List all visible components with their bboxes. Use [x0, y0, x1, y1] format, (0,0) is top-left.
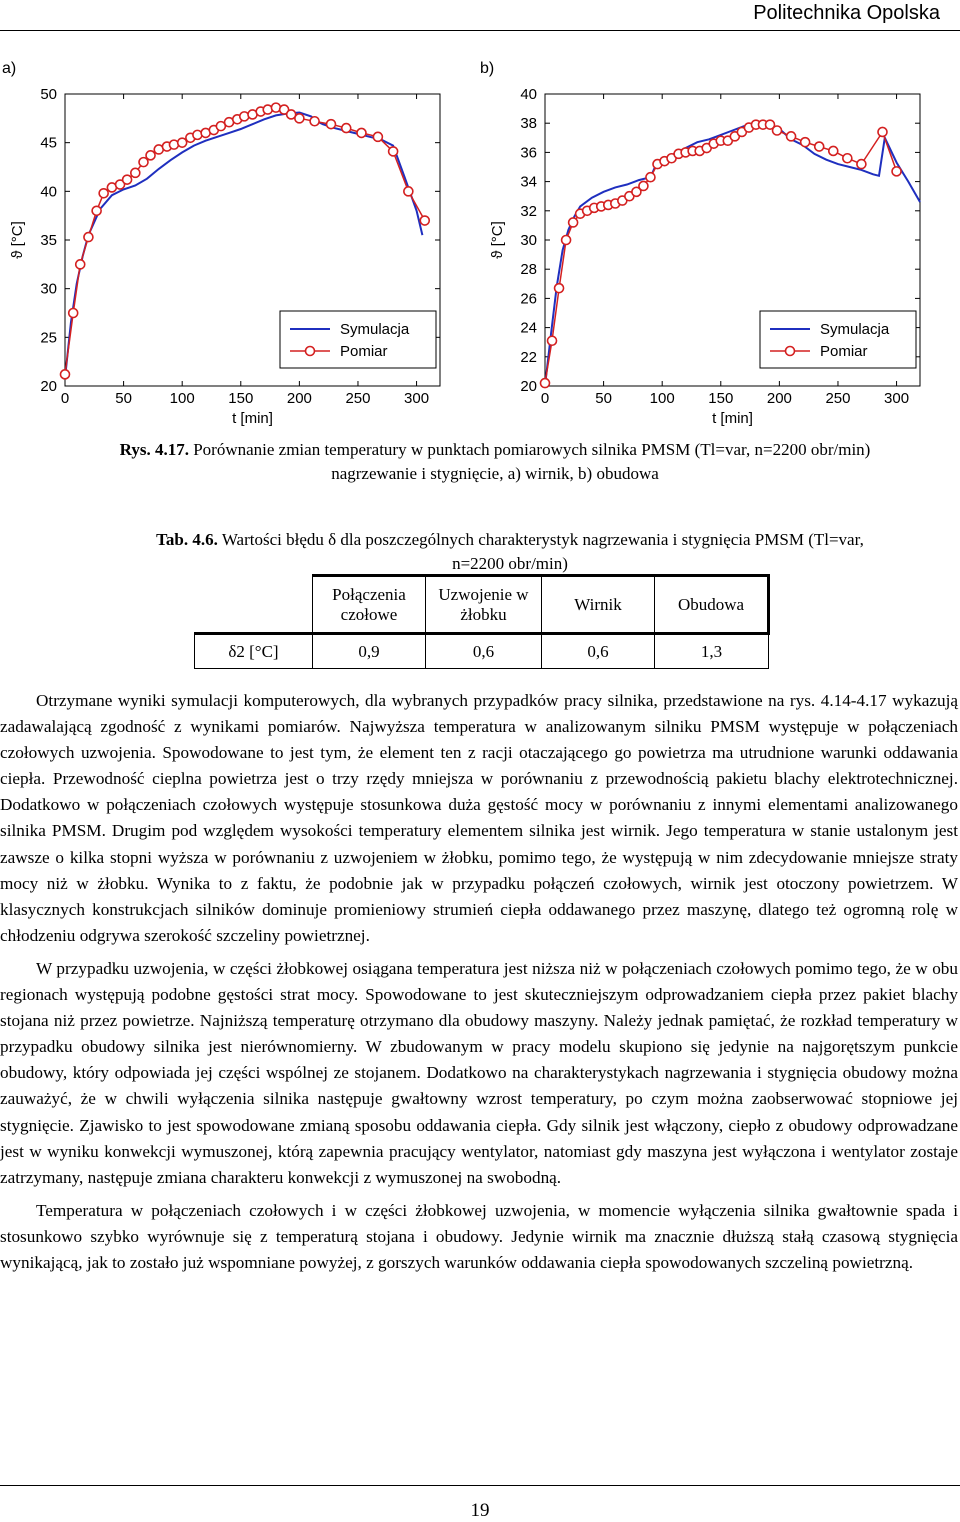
body-text: [0, 688, 958, 1283]
x-tick-label: 200: [286, 390, 312, 407]
table-row: [195, 634, 769, 669]
y-tick-label: 45: [40, 134, 57, 152]
x-tick-label: 50: [595, 390, 612, 407]
data-point: [92, 206, 101, 215]
figure-caption-label: Rys. 4.17.: [119, 440, 189, 459]
x-tick-label: 100: [649, 390, 675, 407]
y-tick-label: 40: [40, 183, 57, 201]
data-point: [773, 126, 782, 135]
legend-label: Pomiar: [340, 343, 388, 360]
table-cell: 0,6: [542, 634, 655, 669]
table-header-cell: Połączenia czołowe: [313, 576, 426, 634]
data-point: [562, 236, 571, 245]
y-tick-label: 26: [520, 290, 537, 308]
chart-rotor-temperature: [0, 56, 470, 436]
data-point: [555, 284, 564, 293]
y-tick-label: 50: [40, 86, 57, 103]
x-tick-label: 0: [60, 390, 70, 407]
data-point: [843, 154, 852, 163]
data-point: [801, 138, 810, 147]
data-point: [76, 260, 85, 269]
table-header-row: [195, 576, 769, 634]
paragraph: Temperatura w połączeniach czołowych i w części żłobkowej uzwojenia, w momencie wyłączenia silnika gwałtownie spada i stosunkowo szybko wyrównuje się z temperaturą stojana i obudowy. Jedynie wirnik ma znacznie dłuższą stałą czasową stygnięcia wynikającą, jak to zostało już wspomniane powyżej, z gorszych warunków oddawania ciepła spowodowanych szczeliną powietrzną.: [0, 1200, 958, 1272]
table-caption: [150, 528, 870, 576]
x-tick-label: 150: [708, 390, 734, 407]
data-point: [857, 160, 866, 169]
y-tick-label: 20: [520, 378, 537, 395]
data-point: [178, 138, 187, 147]
data-point: [310, 117, 319, 126]
data-point: [69, 309, 78, 318]
data-point: [61, 370, 70, 379]
figure-caption-text: Porównanie zmian temperatury w punktach pomiarowych silnika PMSM (Tl=var, n=2200 obr/min) nagrzewanie i stygnięcie, a) wirnik, b) obudowa: [193, 440, 871, 483]
x-tick-label: 200: [766, 390, 792, 407]
data-point: [420, 216, 429, 225]
running-header: [0, 0, 940, 30]
y-tick-label: 40: [520, 86, 537, 103]
legend-marker: [306, 347, 315, 356]
y-tick-label: 36: [520, 144, 537, 162]
data-point: [541, 379, 550, 388]
x-tick-label: 300: [404, 390, 430, 407]
data-point: [646, 173, 655, 182]
data-point: [146, 151, 155, 160]
header-institution: Politechnika Opolska: [753, 2, 940, 24]
legend-marker: [786, 347, 795, 356]
footer-rule: [0, 1485, 960, 1486]
legend-label: Symulacja: [340, 321, 410, 338]
data-point: [389, 147, 398, 156]
data-point: [829, 146, 838, 155]
y-tick-label: 35: [40, 232, 57, 249]
y-axis-label: ϑ [°C]: [489, 221, 506, 259]
table-header-cell: Obudowa: [655, 576, 769, 634]
data-point: [123, 175, 132, 184]
data-point: [139, 158, 148, 167]
data-point: [548, 336, 557, 345]
y-tick-label: 24: [520, 319, 537, 337]
y-tick-label: 30: [40, 280, 57, 298]
y-tick-label: 25: [40, 329, 57, 347]
table-caption-label: Tab. 4.6.: [156, 530, 218, 549]
table-cell: 0,9: [313, 634, 426, 669]
y-tick-label: 32: [520, 202, 537, 220]
x-tick-label: 0: [540, 390, 550, 407]
table-cell: 1,3: [655, 634, 769, 669]
x-tick-label: 50: [115, 390, 132, 407]
data-point: [373, 132, 382, 141]
y-tick-label: 22: [520, 348, 537, 366]
panel-b-label: b): [480, 60, 495, 77]
table-corner-cell: [195, 576, 313, 634]
legend-label: Pomiar: [820, 343, 868, 360]
error-table: [194, 574, 770, 669]
data-point: [295, 114, 304, 123]
x-tick-label: 250: [825, 390, 851, 407]
data-point: [84, 233, 93, 242]
data-point: [639, 181, 648, 190]
x-axis-label: t [min]: [712, 410, 753, 427]
paragraph: Otrzymane wyniki symulacji komputerowych, dla wybranych przypadków pracy silnika, przedstawione na rys. 4.14-4.17 wykazują zadawalającą zgodność z wynikami pomiarów. Najwyższa temperatura w analizowanym silniku PMSM występuje w połączeniach czołowych uzwojenia. Spowodowane to jest tym, że element ten z racji otaczającego go powietrza ma utrudnione warunki oddawania ciepła. Przewodność cieplna powietrza jest o trzy rzędy mniejsza w porównaniu z przewodnością pakietu blachy elektrotechnicznej. Dodatkowo w połączeniach czołowych występuje stosunkowa duża gęstość mocy w porównaniu z innymi elementami analizowanego silnika PMSM. Drugim pod względem wysokości temperatury elementem silnika jest wirnik. Jego temperatura w stanie ustalonym jest zawsze o kilka stopni wyższa w porównaniu z uzwojeniem w żłobku, pomimo tego, że występują w nim zdecydowanie mniejsze straty mocy niż w żłobku. Wynika to z faktu, że podobnie jak w przypadku połączeń czołowych, wirnik jest otoczony powietrzem. W klasycznych konstrukcjach silników dominuje promieniowy strumień ciepła oddawanego przez maszynę, dlatego też ogromną rolę w chłodzeniu odgrywa szerokość szczeliny powietrznej.: [0, 691, 958, 945]
chart-housing-temperature: [480, 56, 950, 436]
data-point: [327, 120, 336, 129]
data-point: [787, 132, 796, 141]
table-row-label: δ2 [°C]: [195, 634, 313, 669]
y-tick-label: 20: [40, 378, 57, 395]
page-number: 19: [470, 1500, 490, 1521]
data-point: [892, 167, 901, 176]
panel-a-label: a): [2, 60, 17, 77]
data-point: [357, 128, 366, 137]
data-point: [404, 187, 413, 196]
data-point: [569, 218, 578, 227]
legend-label: Symulacja: [820, 321, 890, 338]
x-tick-label: 250: [345, 390, 371, 407]
table-cell: 0,6: [426, 634, 542, 669]
y-axis-label: ϑ [°C]: [9, 221, 26, 259]
x-tick-label: 150: [228, 390, 254, 407]
table-header-cell: Wirnik: [542, 576, 655, 634]
x-tick-label: 100: [169, 390, 195, 407]
paragraph: W przypadku uzwojenia, w części żłobkowej osiągana temperatura jest niższa niż w połączeniach czołowych pomimo tego, że w obu regionach występują podobne gęstości strat mocy. Spowodowane to jest skuteczniejszym odprowadzaniem ciepła przez pakiet blachy stojana niż przez powietrze. Najniższą temperaturę otrzymano dla obudowy maszyny. Należy jednak pamiętać, że rozkład temperatury w przypadku obudowy silnika jest nierównomierny. W zbudowanym w pracy modelu skupiono się jedynie na najgorętszym punkcie obudowy, który odpowiada jej części wspólnej ze stojanem. Dodatkowo na charakterystykach nagrzewania i stygnięcia obudowy można zauważyć, że w chwili wyłączenia silnika następuje gwałtowny wzrost temperatury, po czym można zaobserwować stopniowe jej stygnięcie. Zjawisko to jest spowodowane zmianą sposobu oddawania ciepła. Gdy silnik jest włączony, ciepło z obudowy odprowadzane jest w wyniku konwekcji wymuszonej, którą zapewnia pracujący wentylator, natomiast gdy maszyna jest wyłączona i wentylator zostaje zatrzymany, następuje zmiana charakteru konwekcji z wymuszonej na swobodną.: [0, 958, 958, 1187]
data-point: [99, 189, 108, 198]
x-axis-label: t [min]: [232, 410, 273, 427]
data-point: [815, 142, 824, 151]
y-tick-label: 38: [520, 115, 537, 133]
figure-caption: [115, 438, 875, 486]
data-point: [131, 168, 140, 177]
y-tick-label: 34: [520, 173, 537, 191]
table-header-cell: Uzwojenie w żłobku: [426, 576, 542, 634]
y-tick-label: 28: [520, 261, 537, 279]
table-caption-text: Wartości błędu δ dla poszczególnych charakterystyk nagrzewania i stygnięcia PMSM (Tl=var, n=2200 obr/min): [221, 530, 864, 573]
header-rule: [0, 30, 960, 31]
y-tick-label: 30: [520, 232, 537, 249]
data-point: [342, 124, 351, 133]
data-point: [878, 127, 887, 136]
x-tick-label: 300: [884, 390, 910, 407]
